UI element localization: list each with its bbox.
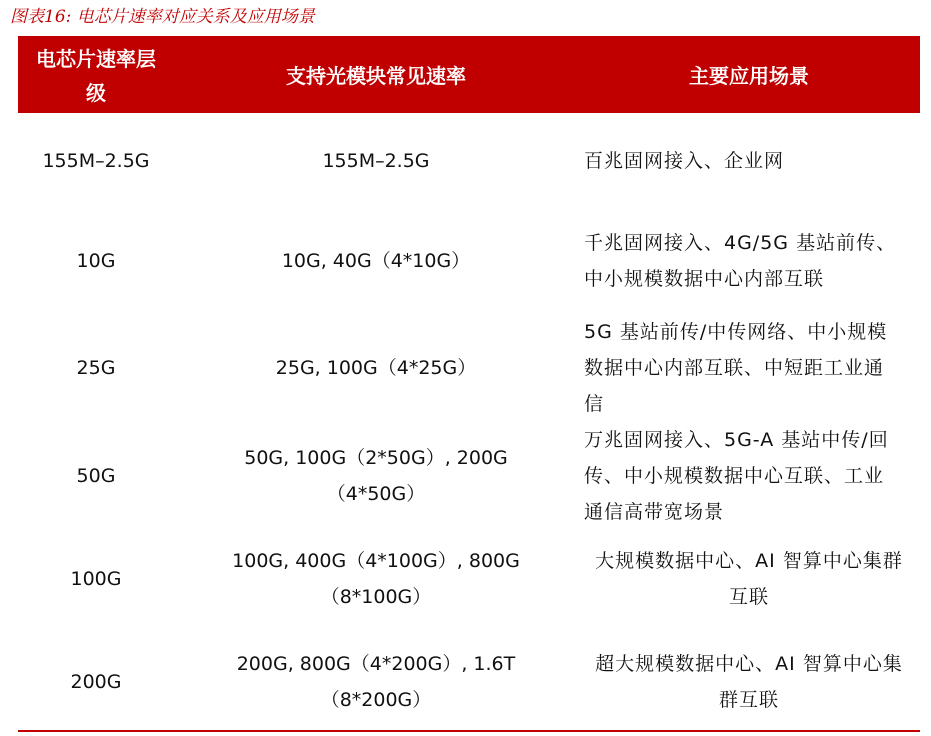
table-row	[18, 628, 920, 736]
header-chip-rate-level: 电芯片速率层级	[36, 46, 156, 105]
module-rates-cell: 155M–2.5G	[322, 149, 430, 172]
application-scenarios-cell: 大规模数据中心、AI 智算中心集群互联	[595, 550, 903, 608]
chip-rate-level-cell: 50G	[76, 465, 116, 487]
header-module-rates: 支持光模块常见速率	[286, 63, 466, 88]
header-application-scenarios: 主要应用场景	[689, 63, 809, 88]
application-scenarios-cell: 超大规模数据中心、AI 智算中心集群互联	[595, 653, 903, 711]
table-row	[18, 314, 920, 422]
chip-rate-level-cell: 155M–2.5G	[42, 149, 150, 172]
table-row	[18, 208, 920, 314]
module-rates-cell: 25G, 100G（4*25G）	[275, 357, 477, 379]
module-rates-cell: 200G, 800G（4*200G）, 1.6T（8*200G）	[236, 653, 516, 711]
table-row	[18, 422, 920, 530]
chip-rate-level-cell: 10G	[76, 250, 116, 272]
rate-mapping-table	[18, 38, 920, 736]
chip-rate-level-cell: 200G	[70, 671, 122, 693]
module-rates-cell: 10G, 40G（4*10G）	[281, 250, 471, 272]
chip-rate-level-cell: 25G	[76, 357, 116, 379]
application-scenarios-cell: 百兆固网接入、企业网	[584, 149, 785, 172]
application-scenarios-cell: 千兆固网接入、4G/5G 基站前传、中小规模数据中心内部互联	[584, 232, 897, 290]
application-scenarios-cell: 万兆固网接入、5G-A 基站中传/回传、中小规模数据中心互联、工业通信高带宽场景	[584, 429, 889, 523]
table-header	[18, 38, 920, 113]
module-rates-cell: 100G, 400G（4*100G）, 800G（8*100G）	[232, 550, 520, 608]
chip-rate-level-cell: 100G	[70, 568, 122, 590]
module-rates-cell: 50G, 100G（2*50G）, 200G（4*50G）	[244, 447, 508, 505]
table-row	[18, 530, 920, 628]
table-bottom-divider	[18, 730, 920, 732]
application-scenarios-cell: 5G 基站前传/中传网络、中小规模数据中心内部互联、中短距工业通信	[584, 321, 888, 415]
table-row	[18, 113, 920, 208]
figure-caption: 图表16: 电芯片速率对应关系及应用场景	[10, 7, 315, 27]
